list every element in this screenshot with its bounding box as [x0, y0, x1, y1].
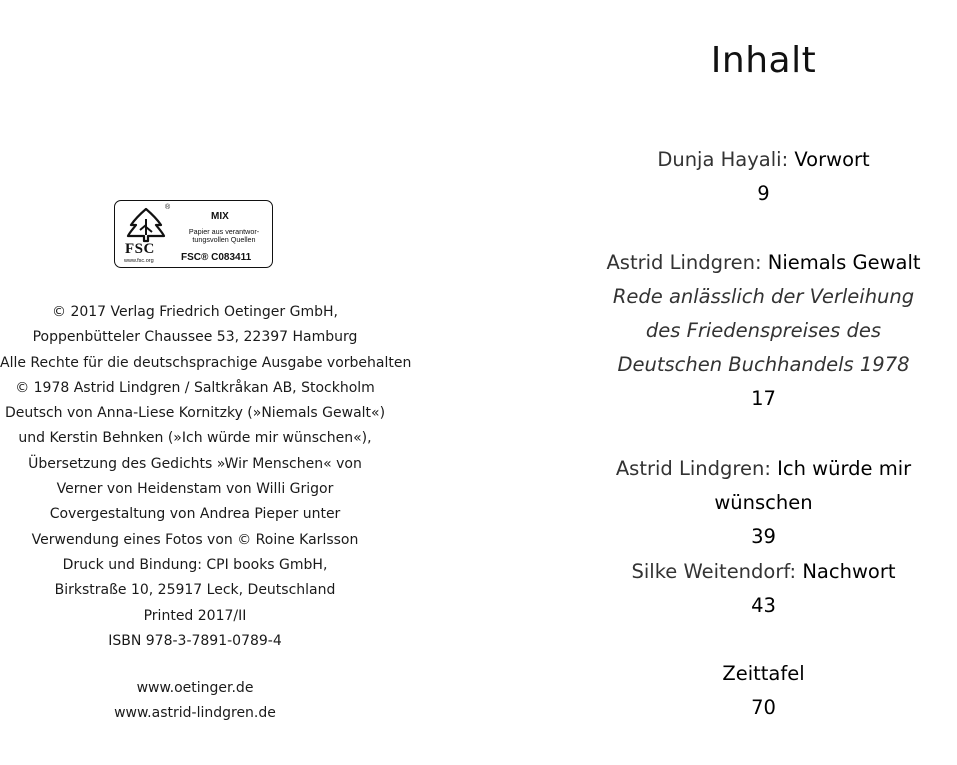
toc-entry-page: 9	[757, 182, 770, 205]
imprint-line: Poppenbütteler Chaussee 53, 22397 Hamburg	[32, 329, 358, 346]
imprint-line: Druck und Bindung: CPI books GmbH,	[62, 556, 328, 573]
fsc-url: www.fsc.org	[124, 258, 154, 264]
imprint-line: Verwendung eines Fotos von © Roine Karlsson	[31, 531, 359, 548]
imprint-text	[0, 300, 412, 654]
imprint-line: Deutsch von Anna-Liese Kornitzky (»Niemals Gewalt«)	[4, 405, 386, 422]
imprint-line: Covergestaltung von Andrea Pieper unter	[49, 506, 341, 523]
imprint-line: © 2017 Verlag Friedrich Oetinger GmbH,	[52, 304, 338, 320]
imprint-line: und Kerstin Behnken (»Ich würde mir wünschen«),	[18, 430, 372, 447]
fsc-registered-mark: ®	[165, 204, 171, 211]
toc-entry-title: Vorwort	[794, 148, 870, 171]
toc-entry-title: Ich würde mir wünschen	[714, 457, 912, 514]
imprint-line: Printed 2017/II	[143, 607, 247, 624]
toc-entry-author: Dunja Hayali:	[657, 148, 789, 171]
fsc-tree-icon	[125, 205, 167, 243]
toc-entry-subtitle-line: Rede anlässlich der Verleihung	[612, 285, 915, 308]
fsc-desc-line: Papier aus verantwor-	[188, 227, 260, 236]
toc-entry-nachwort	[570, 555, 957, 623]
toc-entry-page: 39	[751, 525, 776, 548]
toc-entry-title: Zeittafel	[722, 662, 805, 685]
imprint-line: Alle Rechte für die deutschsprachige Ausgabe vorbehalten	[0, 354, 412, 371]
imprint-line: © 1978 Astrid Lindgren / Saltkråkan AB, Stockholm	[15, 379, 375, 396]
fsc-code: FSC® C083411	[181, 252, 252, 263]
fsc-description	[177, 228, 271, 244]
toc-entry-subtitle-line: Deutschen Buchhandels 1978	[617, 353, 910, 376]
weblink-oetinger: www.oetinger.de	[136, 680, 254, 696]
fsc-label	[114, 200, 273, 268]
fsc-mix: MIX	[211, 211, 229, 222]
toc-entry-page: 43	[751, 594, 776, 617]
imprint-line: Birkstraße 10, 25917 Leck, Deutschland	[54, 582, 336, 599]
fsc-brand: FSC	[125, 241, 155, 257]
toc-entry-title: Niemals Gewalt	[767, 251, 921, 274]
toc-entry-page: 70	[751, 696, 776, 719]
toc-entry-page: 17	[751, 387, 776, 410]
toc-entry-zeittafel	[570, 657, 957, 725]
toc-entry-title: Nachwort	[802, 560, 896, 583]
toc-entry-vorwort	[570, 143, 957, 211]
imprint-page	[0, 0, 412, 765]
imprint-line: Verner von Heidenstam von Willi Grigor	[56, 481, 334, 498]
toc-entry-author: Astrid Lindgren:	[615, 457, 771, 480]
imprint-line: ISBN 978-3-7891-0789-4	[108, 632, 282, 649]
toc-entry-subtitle-line: des Friedenspreises des	[645, 319, 882, 342]
toc-entry-author: Silke Weitendorf:	[631, 560, 797, 583]
fsc-desc-line: tungsvollen Quellen	[192, 235, 256, 244]
toc-entry-author: Astrid Lindgren:	[606, 251, 762, 274]
toc-title: Inhalt	[710, 40, 817, 81]
imprint-line: Übersetzung des Gedichts »Wir Menschen« von	[28, 455, 362, 472]
web-links	[0, 676, 390, 726]
toc-entry-niemals-gewalt	[570, 246, 957, 416]
toc-entry-ich-wuerde	[570, 452, 957, 554]
weblink-astrid-lindgren: www.astrid-lindgren.de	[114, 705, 276, 721]
toc-page	[570, 0, 957, 765]
